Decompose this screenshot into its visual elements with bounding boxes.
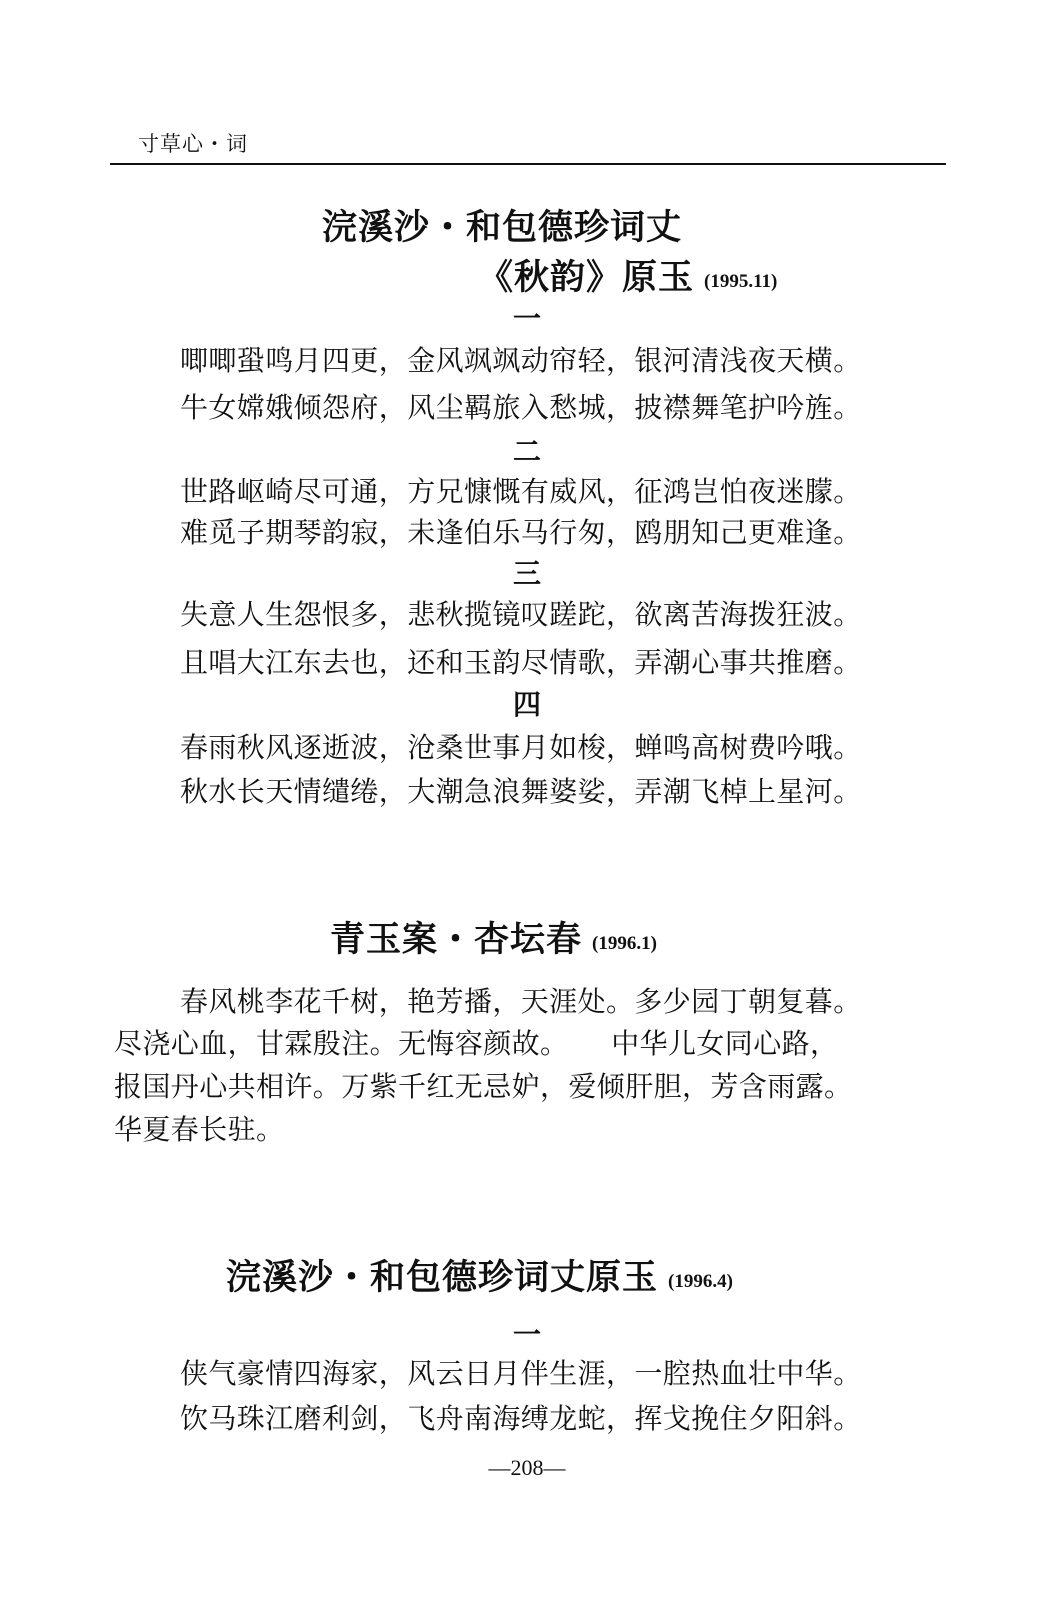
ci-line: 春风桃李花千树，艳芳播，天涯处。多少园丁朝复暮。 <box>180 985 862 1018</box>
page-number: —208— <box>488 1455 566 1480</box>
poem1-title-line2 <box>478 250 777 300</box>
poem2-date: (1996.1) <box>592 933 657 954</box>
ci-line: 华夏春长驻。 <box>114 1113 285 1146</box>
verse-line: 世路岖崎尽可通，方兄慷慨有威风，征鸿岂怕夜迷朦。 <box>180 475 862 508</box>
stanza-number: 四 <box>512 688 541 721</box>
header-rule <box>110 163 946 165</box>
stanza-number: 三 <box>512 557 541 590</box>
verse-line: 牛女嫦娥倾怨府，风尘羁旅入愁城，披襟舞笔护吟旌。 <box>180 391 862 424</box>
stanza-number: 一 <box>512 1318 541 1351</box>
verse-line: 失意人生怨恨多，悲秋揽镜叹蹉跎，欲离苦海拨狂波。 <box>180 598 862 631</box>
poem1-title-line1: 浣溪沙・和包德珍词丈 <box>322 208 683 248</box>
poem2-title-text: 青玉案・杏坛春 <box>330 920 583 960</box>
verse-line: 唧唧蛩鸣月四更，金风飒飒动帘轻，银河清浅夜天横。 <box>180 344 862 377</box>
stanza-number: 一 <box>512 302 541 335</box>
poem2-title <box>330 912 657 962</box>
poem1-title-text: 《秋韵》原玉 <box>478 258 695 298</box>
verse-line: 侠气豪情四海家，风云日月伴生涯，一腔热血壮中华。 <box>180 1357 862 1390</box>
verse-line: 且唱大江东去也，还和玉韵尽情歌，弄潮心事共推磨。 <box>180 646 862 679</box>
stanza-number: 二 <box>512 435 541 468</box>
poem3-title <box>226 1250 733 1300</box>
running-header: 寸草心・词 <box>138 132 248 156</box>
poem1-date: (1995.11) <box>704 271 778 292</box>
ci-line: 尽浇心血，甘霖殷注。无悔容颜故。 中华儿女同心路， <box>114 1027 839 1060</box>
poem3-title-text: 浣溪沙・和包德珍词丈原玉 <box>226 1258 659 1298</box>
ci-line: 报国丹心共相许。万紫千红无忌妒，爱倾肝胆，芳含雨露。 <box>114 1070 853 1103</box>
poem3-date: (1996.4) <box>668 1271 733 1292</box>
verse-line: 饮马珠江磨利剑，飞舟南海缚龙蛇，挥戈挽住夕阳斜。 <box>180 1402 862 1435</box>
verse-line: 春雨秋风逐逝波，沧桑世事月如梭，蝉鸣高树费吟哦。 <box>180 731 862 764</box>
verse-line: 难觅子期琴韵寂，未逢伯乐马行匆，鸥朋知己更难逢。 <box>180 516 862 549</box>
verse-line: 秋水长天情缱绻，大潮急浪舞婆娑，弄潮飞棹上星河。 <box>180 775 862 808</box>
